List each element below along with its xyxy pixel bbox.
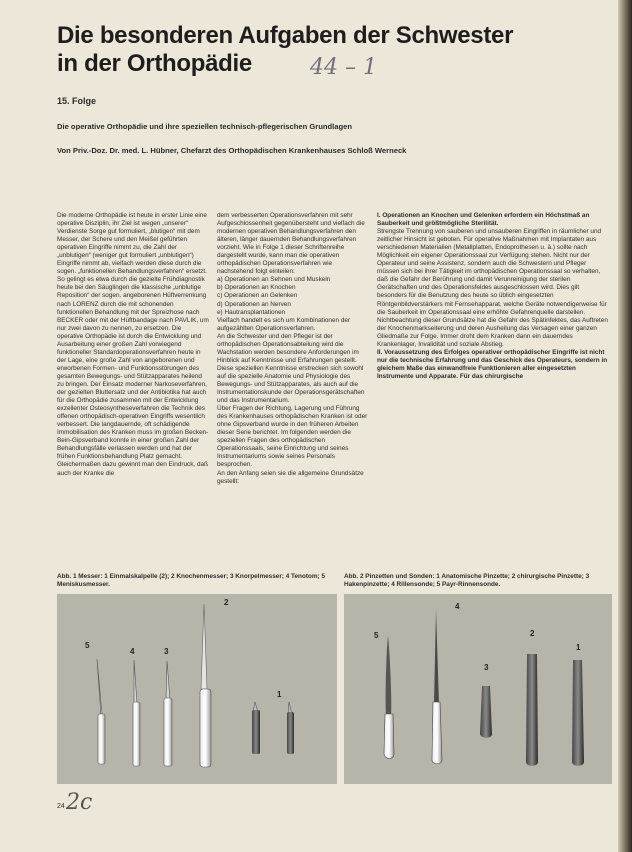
series-number: 15. Folge [57, 96, 97, 106]
article-subtitle: Die operative Orthopädie und ihre speziellen technisch-pflegerischen Grundlagen [57, 122, 352, 131]
figure-2-caption: Abb. 2 Pinzetten und Sonden: 1 Anatomische Pinzette; 2 chirurgische Pinzette; 3 Hakenpinzette; 4 Rillensonde; 5 Payr-Rinnensonde. [344, 573, 590, 588]
column2-paragraph: Über Fragen der Richtung, Lagerung und Führung des Krankenhauses orthopädischen Kranken ist oder ohne Gipsverband wurde in den früheren Arbeiten dieser Serie berichtet. Im folgenden werden die speziellen Fragen des orthopädischen Operationssaals, seine Einrichtung und seines Instrumentariums sowie seines Personals besprochen. [217, 405, 368, 469]
figure-1-caption: Abb. 1 Messer: 1 Einmalskalpelle (2); 2 Knochenmesser; 3 Knorpelmesser; 4 Tenotom; 5 Meniskusmesser. [57, 573, 326, 588]
figure-2-label-1: 1 [576, 643, 581, 652]
text-column-1 [57, 212, 209, 478]
figure-1-photo-knives [57, 594, 337, 784]
column2-paragraph: An den Anfang seien sie die allgemeine Grundsätze gestellt: [217, 469, 364, 485]
figure-1-label-3: 3 [164, 647, 169, 656]
surgical-forceps [526, 654, 538, 766]
column1-paragraph: Die moderne Orthopädie ist heute in erster Linie eine operative Disziplin, ihr Ziel ist wegen „unserer“ Verdienste Sorge gut formuliert, „blutigen“ mit dem Messer, der Schere und den Meißel geführten operativen Eingriffe nimmt zu, die Zahl der „unblutigen“ (weniger gut formuliert „unblutigen“) Eingriffe nimmt ab, vielfach werden diese durch die sogen. „funktionellen Behandlungsverfahren“ ersetzt. So gelingt es etwa durch die gezielte Frühdiagnostik heute bei den Säuglingen die klassische „unblutige Reposition“ der sogen. angeborenen Hüftverrenkung nach LORENZ durch die mit schonenden funktionellen Behandlung mit der Spreizhose nach BECKER oder mit der Hüftbandage nach PAVLIK, um nur zwei davon zu nennen, zu ersetzen. Die operative Orthopädie ist durch die Entwicklung und Ausarbeitung einer großen Zahl vorwiegend funktioneller Standardoperationsverfahren heute in der Lage, eine große Zahl von angeborenen und erworbenen Formen- und Funktionsstörungen des gesamten Bewegungs- und Stützapparates heilend zu bringen. Der Einsatz moderner Narkoseverfahren, der gezielten Bluttersatz und der Antibiotika hat auch für die Orthopädie zusammen mit der Entwicklung exzellenter Osteosyntheseverfahren die Technik des offenen orthopädisch-operativen Eingriffs wesentlich verbessert. Die langdauernde, oft schädigende Immobilisation des Kranken muss im großen Becken-Bein-Gipsverband konnte in einer großen Zahl der Behandlungsfälle verlassen werden und hat der frühen Funktionsbehandlung Platz gemacht. Gleichermaßen dazu gewinnt man den Eindruck, daß auch der Kranke die [57, 212, 209, 477]
figure-1-label-5: 5 [85, 641, 90, 650]
column2-paragraph: Vielfach handelt es sich um Kombinationen der aufgezählten Operationsverfahren. [217, 316, 351, 332]
handwritten-page-mark: 2c [66, 790, 93, 815]
knives-illustration [57, 594, 337, 784]
text-column-2 [217, 212, 369, 486]
figure-1-label-4: 4 [130, 647, 135, 656]
handwritten-reference: 44 – 1 [310, 55, 377, 80]
figure-1-label-2: 2 [224, 598, 229, 607]
anatomical-forceps [572, 660, 584, 766]
figure-2-label-4: 4 [455, 602, 460, 611]
column2-paragraph: d) Operationen an Nerven [217, 300, 291, 308]
figure-2-photo-forceps [344, 594, 612, 784]
author-byline: Von Priv.-Doz. Dr. med. L. Hübner, Chefarzt des Orthopädischen Krankenhauses Schloß Werneck [57, 146, 407, 155]
column2-paragraph: dem verbesserten Operationsverfahren mit sehr Aufgeschlossenheit gegenübersteht und vielfach die modernen operativen Behandlungsverfahren den älteren, länger dauernden Behandlungsverfahren vorzieht. Wie in Folge 1 dieser Schriftenreihe dargestellt wurde, kann man die operativen orthopädischen Operationsverfahren wie nachstehend folgt einteilen: [217, 212, 365, 276]
forceps-illustration [344, 594, 612, 784]
column2-paragraph: e) Hautransplantationen [217, 308, 286, 316]
figure-2-label-2: 2 [530, 629, 535, 638]
column3-paragraph: I. Operationen an Knochen und Gelenken erfordern ein Höchstmaß an Sauberkeit und größtmögliche Sterilität. [377, 212, 590, 228]
figure-1-label-1: 1 [277, 690, 282, 699]
hook-forceps [480, 686, 492, 738]
column2-paragraph: c) Operationen an Gelenken [217, 292, 298, 300]
column3-paragraph: Nichtbeachtung dieser Grundsätze hat die Gefahr des Spätinfektes, das Auftreten der Knochenmarkseiterung und deren Ausheilung das Versagen einer ganzen Gliedmaße zur Folge. Immer droht dem Kranken dann ein dauerndes Krankenlager, Invalidität und soziale Abstieg. [377, 316, 608, 348]
page-number: 24 [57, 803, 65, 810]
column3-paragraph: II. Voraussetzung des Erfolges operativer orthopädischer Eingriffe ist nicht nur die technische Erfahrung und das Geschick des Operateurs, sondern in gleichem Maße das einwandfreie Funktionieren aller eingesetzten Instrumente und Apparate. Für das chirurgische [377, 348, 608, 380]
figure-2-label-5: 5 [374, 631, 379, 640]
text-column-3 [377, 212, 610, 381]
column2-paragraph: An die Schwester und den Pfleger ist der orthopädischen Operationsabteilung wird die Wachstation werden besondere Anforderungen im Hinblick auf Kenntnisse und Erfahrungen gestellt. Diese speziellen Kenntnisse erstrecken sich sowohl auf die spezielle Anatomie und Physiologie des Bewegungs- und Stützapparates, als auch auf die Instrumentationskunde der Operationsgerätschaften und das Instrumentarium. [217, 332, 365, 405]
figure-2-label-3: 3 [484, 663, 489, 672]
title-line-1: Die besonderen Aufgaben der Schwester [57, 22, 514, 49]
column3-paragraph: Strengste Trennung von sauberen und unsauberen Eingriffen in räumlicher und zeitlicher Hinsicht ist geboten. Für operative Maßnahmen mit Implantaten aus verschiedenen Materialien (Metallplatten, Endoprothesen u. ä.) sollte nach Möglichkeit ein eigener Operationssaal zur Verfügung stehen. Nicht nur der Operateur und seine Assistenz, sondern auch die Schwestern und Pfleger müssen sich bei ihrer Tätigkeit im orthopädischen Operationssaal so verhalten, daß die Gefahr der Berührung und damit Verunreinigung der sterilen Gerätschaften und des Operationsfeldes ausgeschlossen wird. Dies gilt besonders für die Benutzung des heute so üblich eingesetzten Röntgenbildverstärkers mit Fernsehapparat, welche Geräte notwendigerweise für die Sauberkeit im Operationssaal eine erhöhte Gefahrenquelle darstellen. [377, 228, 607, 316]
column2-paragraph: a) Operationen an Sehnen und Muskeln [217, 276, 331, 284]
binding-gutter [618, 0, 632, 852]
title-line-2: in der Orthopädie [57, 50, 252, 77]
column2-paragraph: b) Operationen an Knochen [217, 284, 296, 292]
